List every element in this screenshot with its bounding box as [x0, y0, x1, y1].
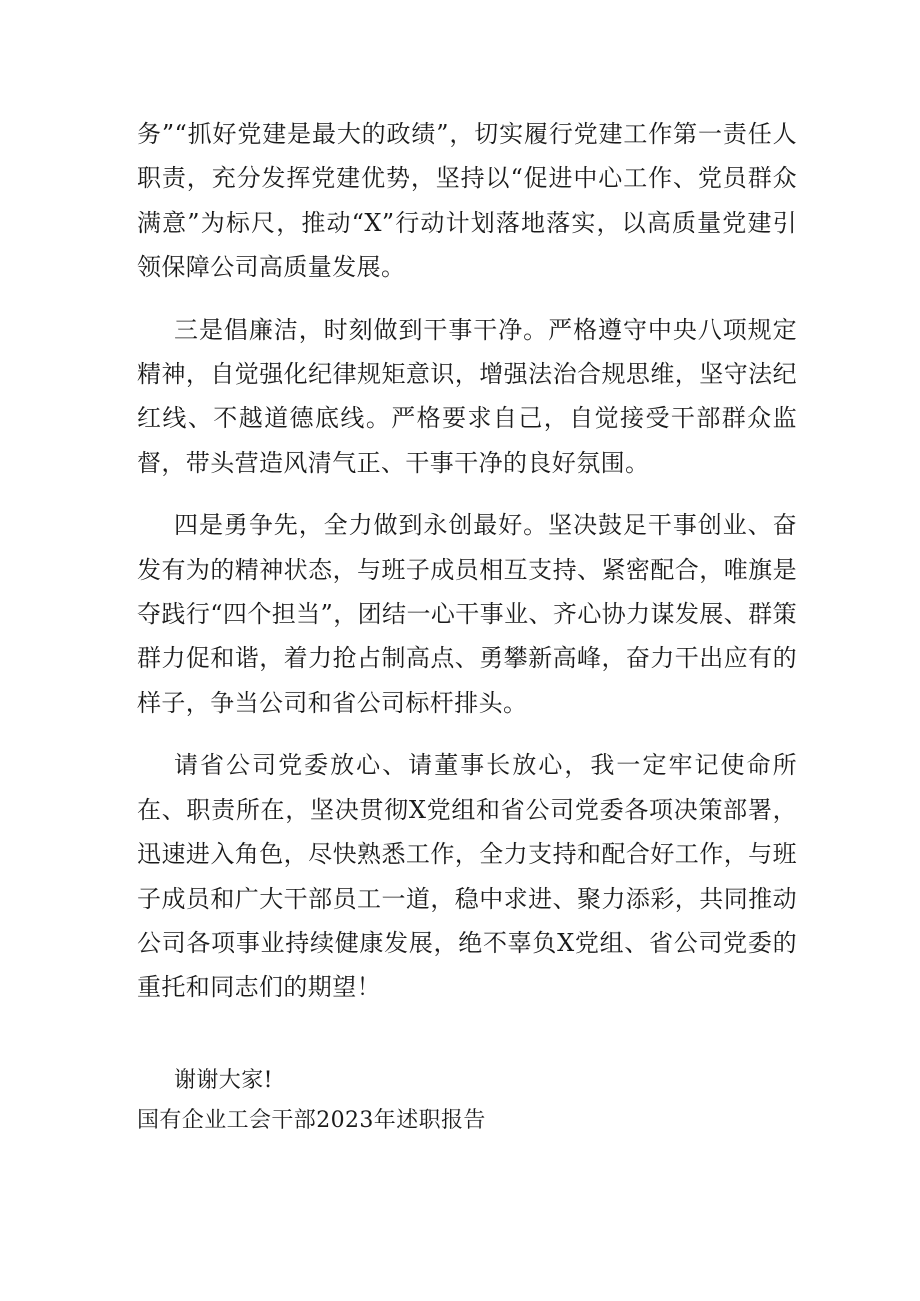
next-document-title: 国有企业工会干部2023年述职报告 — [137, 1108, 486, 1133]
paragraph-excellence: 四是勇争先，全力做到永创最好。坚决鼓足干事创业、奋发有为的精神状态，与班子成员相互支持、紧密配合，唯旗是夺践行“四个担当”，团结一心干事业、齐心协力谋发展、群策群力促和谐，着力抢占制高点、勇攀新高峰，奋力干出应有的样子，争当公司和省公司标杆排头。 — [137, 511, 797, 717]
closing-thanks: 谢谢大家! — [174, 1068, 273, 1093]
paragraph-integrity: 三是倡廉洁，时刻做到干事干净。严格遵守中央八项规定精神，自觉强化纪律规矩意识，增强法治合规思维，坚守法纪红线、不越道德底线。严格要求自己，自觉接受干部群众监督，带头营造风清气正、干事干净的良好氛围。 — [137, 315, 797, 477]
paragraph-commitment: 请省公司党委放心、请董事长放心，我一定牢记使命所在、职责所在，坚决贯彻X党组和省公司党委各项决策部署，迅速进入角色，尽快熟悉工作，全力支持和配合好工作，与班子成员和广大干部员工一道，稳中求进、聚力添彩，共同推动公司各项事业持续健康发展，绝不辜负X党组、省公司党委的重托和同志们的期望！ — [137, 751, 797, 1002]
document-body — [137, 112, 797, 1028]
paragraph-continuation: 务”“抓好党建是最大的政绩”，切实履行党建工作第一责任人职责，充分发挥党建优势，坚持以“促进中心工作、党员群众满意”为标尺，推动“X”行动计划落地落实，以高质量党建引领保障公司高质量发展。 — [137, 120, 797, 282]
